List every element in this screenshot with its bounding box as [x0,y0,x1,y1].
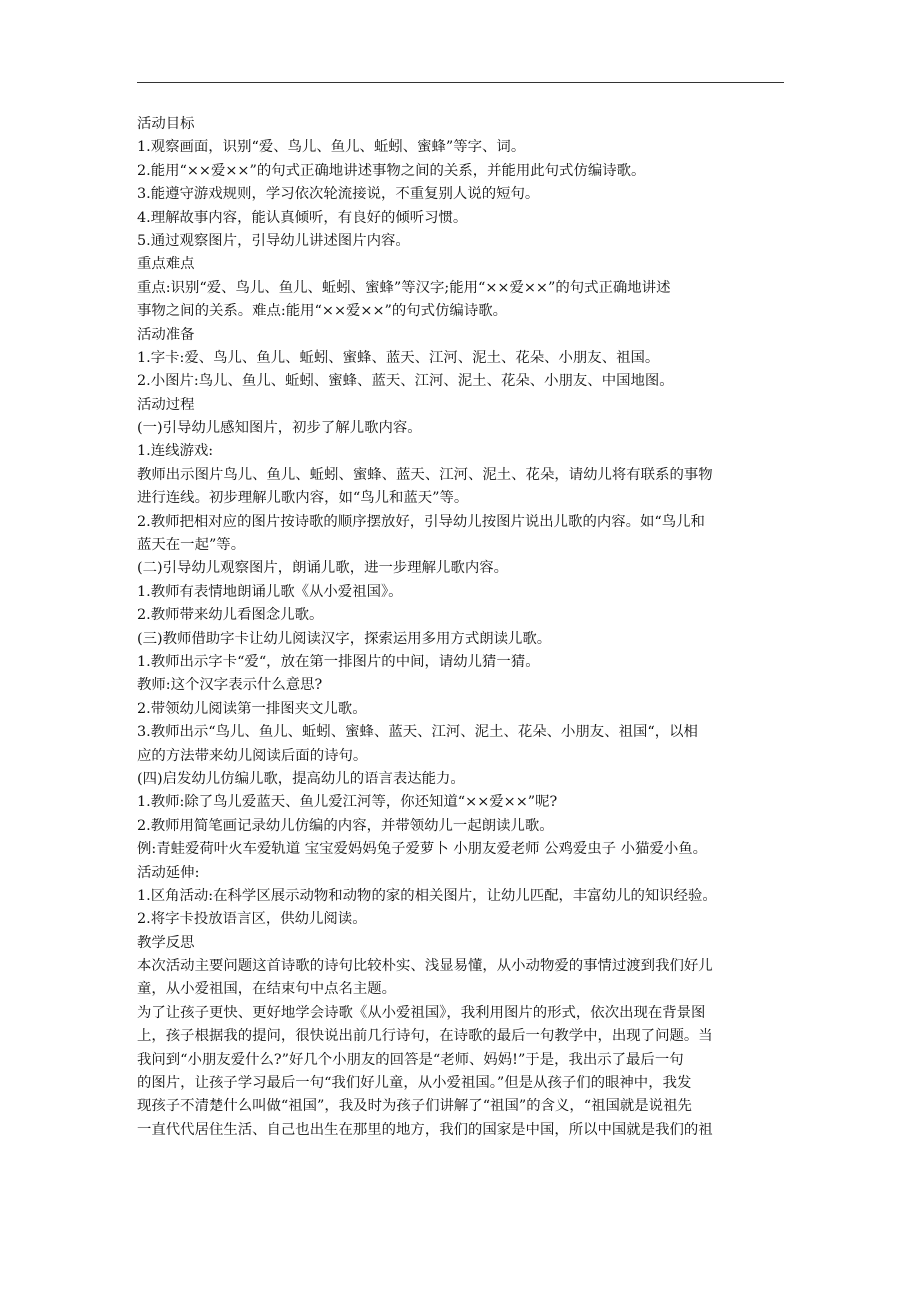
text-line: 2.教师用简笔画记录幼儿仿编的内容，并带领幼儿一起朗读儿歌。 [137,817,554,834]
text-line: 为了让孩子更快、更好地学会诗歌《从小爱祖国》，我利用图片的形式，依次出现在背景图 [137,1004,706,1021]
text-line: 我问到“小朋友爱什么?”好几个小朋友的回答是“老师、妈妈!”于是，我出示了最后一句 [137,1051,684,1068]
text-line: 活动准备 [137,326,195,343]
text-line: 活动目标 [137,116,195,132]
text-line: 活动过程 [137,396,195,413]
text-line: 1.区角活动:在科学区展示动物和动物的家的相关图片，让幼儿匹配，丰富幼儿的知识经验。 [137,887,717,904]
text-line: 蓝天在一起”等。 [137,537,246,554]
text-line: 童，从小爱祖国，在结束句中点名主题。 [137,981,397,998]
text-line: 进行连线。初步理解儿歌内容，如“鸟儿和蓝天”等。 [137,490,469,507]
text-line: 3.教师出示“鸟儿、鱼儿、蚯蚓、蜜蜂、蓝天、江河、泥土、花朵、小朋友、祖国“，以相 [137,724,698,741]
text-line: 教师:这个汉字表示什么意思? [137,677,323,694]
text-line: 2.将字卡投放语言区，供幼儿阅读。 [137,911,367,928]
text-line: 教学反思 [137,934,195,951]
text-line: 本次活动主要问题这首诗歌的诗句比较朴实、浅显易懂，从小动物爱的事情过渡到我们好儿 [137,958,713,975]
text-line: 应的方法带来幼儿阅读后面的诗句。 [137,747,368,764]
text-line: 现孩子不清楚什么叫做“祖国”，我及时为孩子们讲解了“祖国”的含义，“祖国就是说祖先 [137,1098,692,1115]
text-line: 3.能遵守游戏规则，学习依次轮流接说，不重复别人说的短句。 [137,186,540,203]
text-line: 4.理解故事内容，能认真倾听，有良好的倾听习惯。 [137,209,468,226]
text-line: 教师出示图片鸟儿、鱼儿、蚯蚓、蜜蜂、蓝天、江河、泥土、花朵，请幼儿将有联系的事物 [137,466,713,483]
text-line: 的图片，让孩子学习最后一句“我们好儿童，从小爱祖国。”但是从孩子们的眼神中，我发 [137,1075,692,1092]
text-line: (一)引导幼儿感知图片，初步了解儿歌内容。 [137,420,422,437]
text-line: 1.连线游戏: [137,443,214,460]
text-line: (四)启发幼儿仿编儿歌，提高幼儿的语言表达能力。 [137,770,465,787]
text-line: 上，孩子根据我的提问，很快说出前几行诗句，在诗歌的最后一句教学中，出现了问题。当 [137,1028,713,1045]
text-line: (三)教师借助字卡让幼儿阅读汉字，探索运用多用方式朗读儿歌。 [137,630,552,647]
text-line: 2.教师把相对应的图片按诗歌的顺序摆放好，引导幼儿按图片说出儿歌的内容。如“鸟儿和 [137,513,705,530]
text-line: 1.教师:除了鸟儿爱蓝天、鱼儿爱江河等，你还知道“××爱××”呢? [137,794,558,811]
text-line: 2.能用“××爱××”的句式正确地讲述事物之间的关系，并能用此句式仿编诗歌。 [137,162,646,179]
text-line: 1.观察画面，识别“爱、鸟儿、鱼儿、蚯蚓、蜜蜂”等字、词。 [137,139,526,156]
header-rule [137,82,784,83]
document-body [137,113,787,1142]
text-line: 2.教师带来幼儿看图念儿歌。 [137,607,324,624]
text-line: 活动延伸: [137,864,200,881]
text-line: 5.通过观察图片，引导幼儿讲述图片内容。 [137,232,410,249]
text-line: 例:青蛙爱荷叶火车爱轨道 宝宝爱妈妈兔子爱萝卜 小朋友爱老师 公鸡爱虫子 小猫爱小鱼。 [137,841,707,858]
text-line: 1.教师出示字卡“爱“，放在第一排图片的中间，请幼儿猜一猜。 [137,653,540,670]
text-line: 1.字卡:爱、鸟儿、鱼儿、蚯蚓、蜜蜂、蓝天、江河、泥土、花朵、小朋友、祖国。 [137,349,660,366]
text-line: 2.带领幼儿阅读第一排图夹文儿歌。 [137,700,367,717]
text-line: 重点难点 [137,256,195,273]
text-line: (二)引导幼儿观察图片，朗诵儿歌，进一步理解儿歌内容。 [137,560,508,577]
text-line: 重点:识别“爱、鸟儿、鱼儿、蚯蚓、蜜蜂”等汉字;能用“××爱××”的句式正确地讲述 [137,279,671,296]
text-line: 2.小图片:鸟儿、鱼儿、蚯蚓、蜜蜂、蓝天、江河、泥土、花朵、小朋友、中国地图。 [137,373,674,390]
text-line: 事物之间的关系。难点:能用“××爱××”的句式仿编诗歌。 [137,303,507,320]
text-line: 一直代代居住生活、自己也出生在那里的地方，我们的国家是中国，所以中国就是我们的祖 [137,1121,713,1138]
text-line: 1.教师有表情地朗诵儿歌《从小爱祖国》。 [137,583,403,600]
